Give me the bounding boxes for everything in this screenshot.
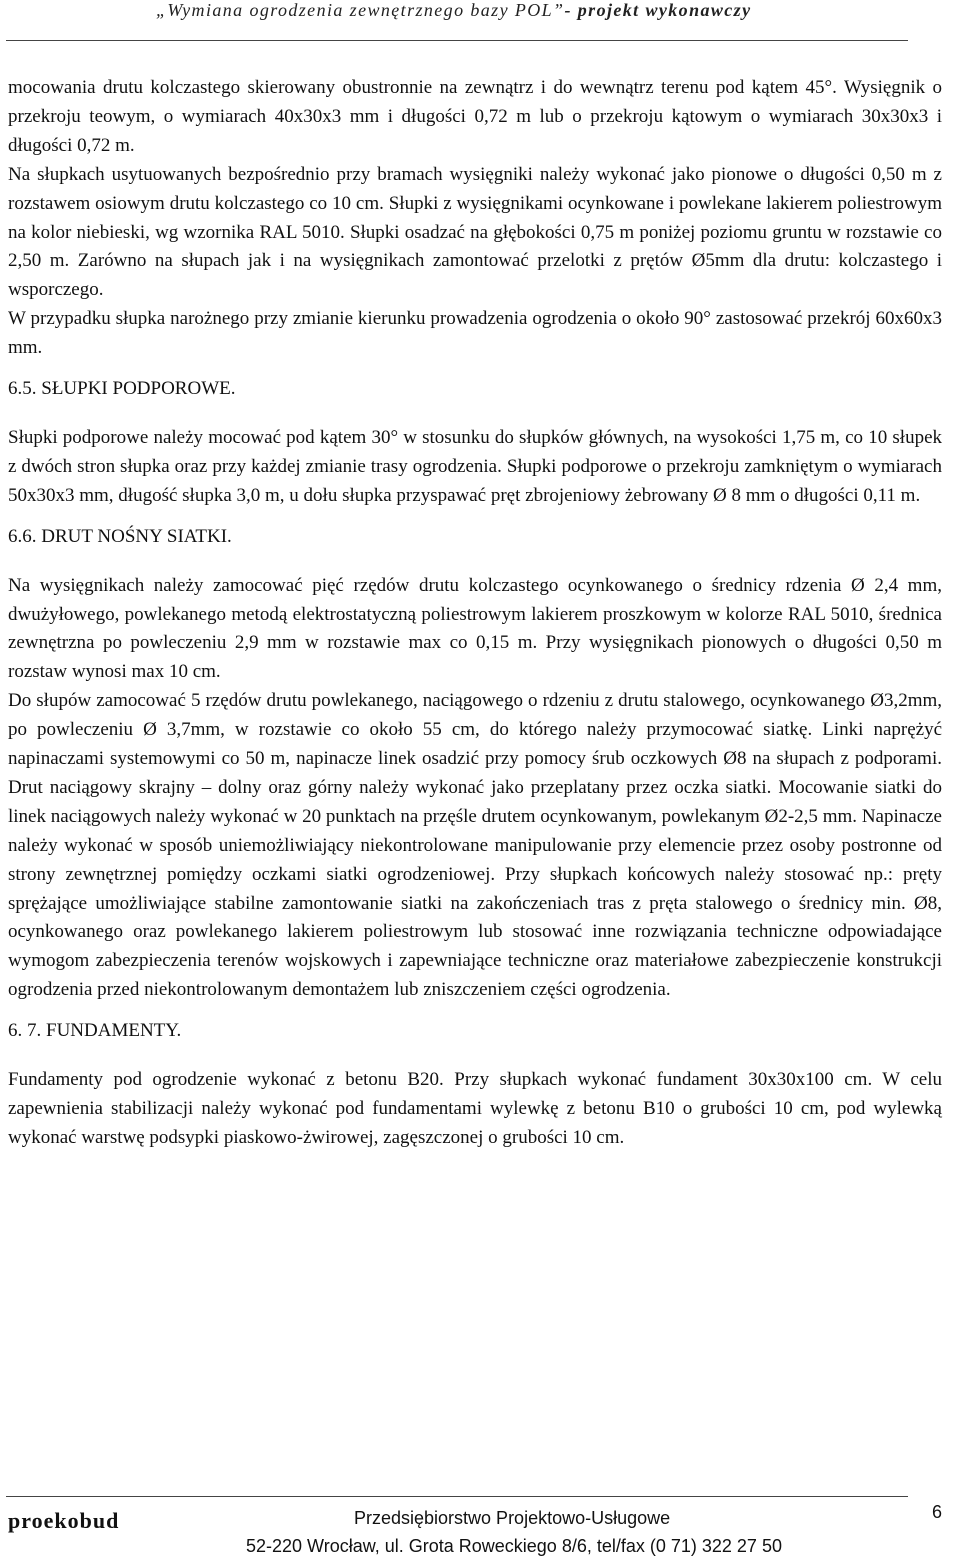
section-heading-6-7: 6. 7. FUNDAMENTY. <box>8 1020 182 1042</box>
footer-divider <box>6 1496 908 1497</box>
page-footer <box>0 1496 960 1559</box>
paragraph-slupki-podporowe: Słupki podporowe należy mocować pod kątem 30° w stosunku do słupków głównych, na wysokości 1,75 m, co 10 słupek z dwóch stron słupka oraz przy każdej zmianie trasy ogrodzenia. Słupki podporowe o przekroju zamkniętym o wymiarach 50x30x3 mm, długość słupka 3,0 m, u dołu słupka przyspawać pręt zbrojeniowy żebrowany Ø 8 mm o długości 0,11 m. <box>8 426 942 506</box>
company-logo-text: proekobud <box>8 1508 120 1533</box>
section-heading-6-5: 6.5. SŁUPKI PODPOROWE. <box>8 378 236 400</box>
page-number: 6 <box>931 1502 942 1522</box>
document-title-main: „Wymiana ogrodzenia zewnętrznego bazy POL” <box>156 0 565 20</box>
paragraph-slupek-narozny: W przypadku słupka narożnego przy zmianie kierunku prowadzenia ogrodzenia o około 90° zastosować przekrój 60x60x3 mm. <box>8 308 942 359</box>
header-divider <box>6 40 908 41</box>
paragraph-wysiegnik: mocowania drutu kolczastego skierowany obustronnie na zewnątrz i do wewnątrz terenu pod kątem 45°. Wysięgnik o przekroju teowym, o wymiarach 40x30x3 mm i długości 0,72 m lub o przekroju kątowym o wymiarach 30x30x3 i długości 0,72 m. <box>8 77 942 156</box>
section-heading-6-6: 6.6. DRUT NOŚNY SIATKI. <box>8 525 232 547</box>
company-name: Przedsiębiorstwo Projektowo-Usługowe <box>354 1508 671 1528</box>
document-title <box>156 0 751 21</box>
company-address: 52-220 Wrocław, ul. Grota Roweckiego 8/6, tel/fax (0 71) 322 27 50 <box>246 1536 782 1556</box>
paragraph-drut-kolczasty: Na wysięgnikach należy zamocować pięć rzędów drutu kolczastego ocynkowanego o średnicy rdzenia Ø 2,4 mm, dwużyłowego, powlekanego metodą elektrostatyczną poliestrowym lakierem proszkowym w kolorze RAL 5010, średnica zewnętrzna po powleczeniu 2,9 mm w rozstawie max co 0,15 m. Przy wysięgnikach pionowych o długości 0,50 m rozstaw wynosi max 10 cm. <box>8 574 942 683</box>
page-header <box>0 0 960 48</box>
paragraph-drut-naciagowy: Do słupów zamocować 5 rzędów drutu powlekanego, naciągowego o rdzeniu z drutu stalowego, ocynkowanego Ø3,2mm, po powleczeniu Ø 3,7mm, w rozstawie co około 55 cm, do którego należy przymocować siatkę. Linki naprężyć napinaczami systemowymi co 50 m, napinacze linek osadzić przy pomocy śrub oczkowych Ø8 na słupach z podporami. Drut naciągowy skrajny – dolny oraz górny należy wykonać jako przeplatany przez oczka siatki. Mocowanie siatki do linek naciągowych należy wykonać w 20 punktach na przęśle drutem ocynkowanym, powlekanym Ø2-2,5 mm. Napinacze należy wykonać w sposób uniemożliwiający niekontrolowane manipulowanie przy elemencie przez osoby postronne od strony zewnętrznej pomiędzy oczkami siatki ogrodzeniowej. Przy słupkach końcowych należy stosować np.: pręty sprężające umożliwiające stabilne zamontowanie siatki na zakończeniach tras z pręta stalowego o średnicy min. Ø8, ocynkowanego oraz powlekanego lakierem poliestrowym lub stosować inne rozwiązania techniczne odpowiadające wymogom zabezpieczenia terenów wojskowych i zapewniające techniczne oraz materiałowe zabezpieczenie konstrukcji ogrodzenia przed niekontrolowanym demontażem lub zniszczeniem części ogrodzenia. <box>8 690 942 1001</box>
paragraph-fundamenty: Fundamenty pod ogrodzenie wykonać z betonu B20. Przy słupkach wykonać fundament 30x30x100 cm. W celu zapewnienia stabilizacji należy wykonać pod fundamentami wylewkę z betonu B10 o grubości 10 cm, pod wylewką wykonać warstwę podsypki piaskowo-żwirowej, zagęszczonej o grubości 10 cm. <box>8 1069 942 1148</box>
document-body <box>8 74 942 1153</box>
document-title-suffix: - projekt wykonawczy <box>564 0 752 20</box>
paragraph-slupki-przy-bramach: Na słupkach usytuowanych bezpośrednio przy bramach wysięgniki należy wykonać jako pionowe o długości 0,50 m z rozstawem osiowym drutu kolczastego co 10 cm. Słupki z wysięgnikami ocynkowane i powlekane lakierem poliestrowym na kolor niebieski, wg wzornika RAL 5010. Słupki osadzać na głębokości 0,75 m poniżej poziomu gruntu w rozstawie co 2,50 m. Zarówno na słupach jak i na wysięgnikach zamontować przelotki z prętów Ø5mm dla drutu: kolczastego i wsporczego. <box>8 163 942 301</box>
